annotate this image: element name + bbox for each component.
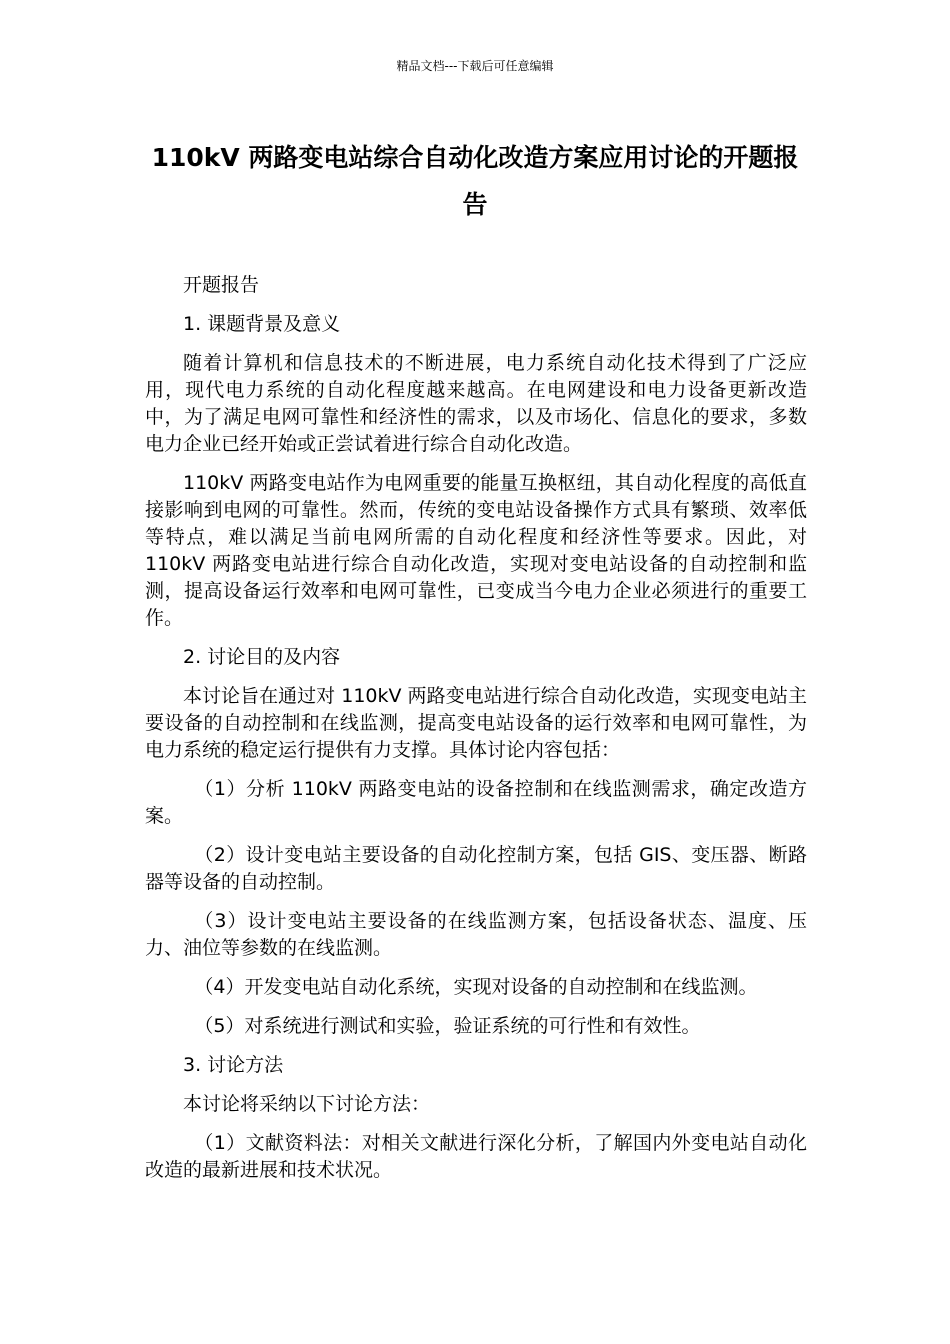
section-heading-3: 3. 讨论方法	[183, 1054, 284, 1076]
header-note: 精品文档---下载后可任意编辑	[396, 59, 554, 73]
body-paragraph: 本讨论将采纳以下讨论方法：	[183, 1093, 431, 1115]
section-label: 开题报告	[183, 274, 260, 296]
body-paragraph: 本讨论旨在通过对 110kV 两路变电站进行综合自动化改造，实现变电站主要设备的自动控制和在线监测，提高变电站设备的运行效率和电网可靠性，为电力系统的稳定运行提供有力支撑。具体讨论内容包括：	[145, 685, 807, 761]
list-item: （3）设计变电站主要设备的在线监测方案，包括设备状态、温度、压力、油位等参数的在线监测。	[145, 910, 807, 959]
body-paragraph: 110kV 两路变电站作为电网重要的能量互换枢纽，其自动化程度的高低直接影响到电网的可靠性。然而，传统的变电站设备操作方式具有繁琐、效率低等特点，难以满足当前电网所需的自动化程度和经济性等要求。因此，对 110kV 两路变电站进行综合自动化改造，实现对变电站设备的自动控制和监测，提高设备运行效率和电网可靠性，已变成当今电力企业必须进行的重要工作。	[145, 472, 807, 629]
list-item: （5）对系统进行测试和实验，验证系统的可行性和有效性。	[194, 1015, 701, 1037]
list-item: （4）开发变电站自动化系统，实现对设备的自动控制和在线监测。	[194, 976, 758, 998]
document-body	[145, 272, 807, 1196]
section-heading-2: 2. 讨论目的及内容	[183, 646, 341, 668]
list-item: （2）设计变电站主要设备的自动化控制方案，包括 GIS、变压器、断路器等设备的自动控制。	[145, 844, 807, 893]
document-title: 110kV 两路变电站综合自动化改造方案应用讨论的开题报告	[151, 143, 799, 219]
section-heading-1: 1. 课题背景及意义	[183, 313, 341, 335]
list-item: （1）文献资料法：对相关文献进行深化分析，了解国内外变电站自动化改造的最新进展和技术状况。	[145, 1132, 807, 1181]
list-item: （1）分析 110kV 两路变电站的设备控制和在线监测需求，确定改造方案。	[145, 778, 807, 827]
body-paragraph: 随着计算机和信息技术的不断进展，电力系统自动化技术得到了广泛应用，现代电力系统的自动化程度越来越高。在电网建设和电力设备更新改造中，为了满足电网可靠性和经济性的需求，以及市场化、信息化的要求，多数电力企业已经开始或正尝试着进行综合自动化改造。	[145, 352, 807, 455]
